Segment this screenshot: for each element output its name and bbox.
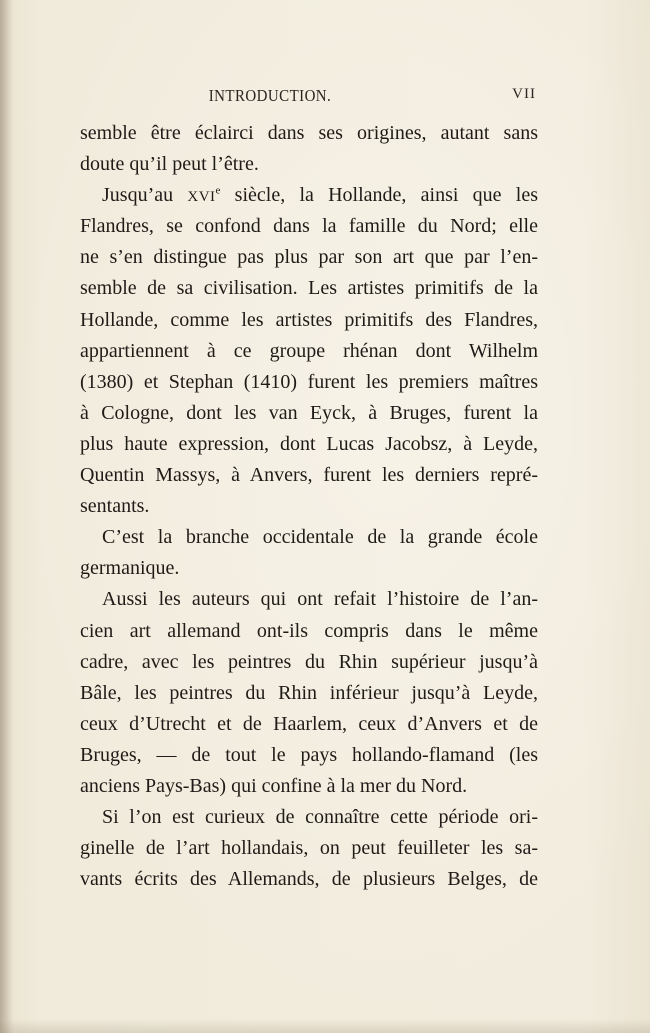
text-line: Bruges, — de tout le pays hollando-flamand (les xyxy=(80,743,538,766)
body-text xyxy=(80,118,538,895)
text-line: semble être éclairci dans ses origines, autant sans xyxy=(80,122,538,144)
text-line: cien art allemand ont-ils compris dans le même xyxy=(80,619,538,642)
text-line: Si l’on est curieux de connaître cette période ori- xyxy=(102,806,538,829)
text-line: à Cologne, dont les van Eyck, à Bruges, furent la xyxy=(80,401,538,424)
text-line: Quentin Massys, à Anvers, furent les derniers repré- xyxy=(80,464,538,487)
text-line: vants écrits des Allemands, de plusieurs Belges, de xyxy=(80,868,538,891)
text-line: Flandres, se confond dans la famille du Nord; elle xyxy=(80,215,538,238)
text-line: appartiennent à ce groupe rhénan dont Wilhelm xyxy=(80,339,538,362)
century-suffix: e xyxy=(215,184,221,197)
text-line: semble de sa civilisation. Les artistes primitifs de la xyxy=(80,277,538,300)
text-fragment: Jusqu’au xyxy=(102,184,174,207)
text-line: doute qu’il peut l’être. xyxy=(80,153,259,176)
text-line: Bâle, les peintres du Rhin inférieur jusqu’à Leyde, xyxy=(80,681,538,704)
text-line xyxy=(80,180,538,211)
text-line: ne s’en distingue pas plus par son art que par l’en- xyxy=(80,246,538,269)
text-line: C’est la branche occidentale de la grande école xyxy=(102,526,538,549)
text-line: Hollande, comme les artistes primitifs des Flandres, xyxy=(80,308,538,331)
text-line: Aussi les auteurs qui ont refait l’histoire de l’an- xyxy=(102,588,538,611)
spine-shadow xyxy=(0,0,14,1033)
text-line: germanique. xyxy=(80,557,180,580)
text-line: ceux d’Utrecht et de Haarlem, ceux d’Anvers et de xyxy=(80,712,538,735)
century-numeral: XVI xyxy=(187,189,216,206)
text-line: (1380) et Stephan (1410) furent les premiers maîtres xyxy=(80,370,538,393)
page-number: VII xyxy=(512,86,536,102)
text-line: sentants. xyxy=(80,495,150,518)
text-line: plus haute expression, dont Lucas Jacobsz, à Leyde, xyxy=(80,432,538,455)
running-title: INTRODUCTION. xyxy=(208,86,332,105)
text-fragment: siècle, la Hollande, ainsi que les xyxy=(234,184,539,207)
text-line: cadre, avec les peintres du Rhin supérieur jusqu’à xyxy=(80,650,538,673)
page-bottom-edge xyxy=(0,1019,650,1033)
text-line: anciens Pays-Bas) qui confine à la mer du Nord. xyxy=(80,774,468,797)
text-line: ginelle de l’art hollandais, on peut feuilleter les sa- xyxy=(80,837,538,860)
page-header xyxy=(80,86,540,110)
